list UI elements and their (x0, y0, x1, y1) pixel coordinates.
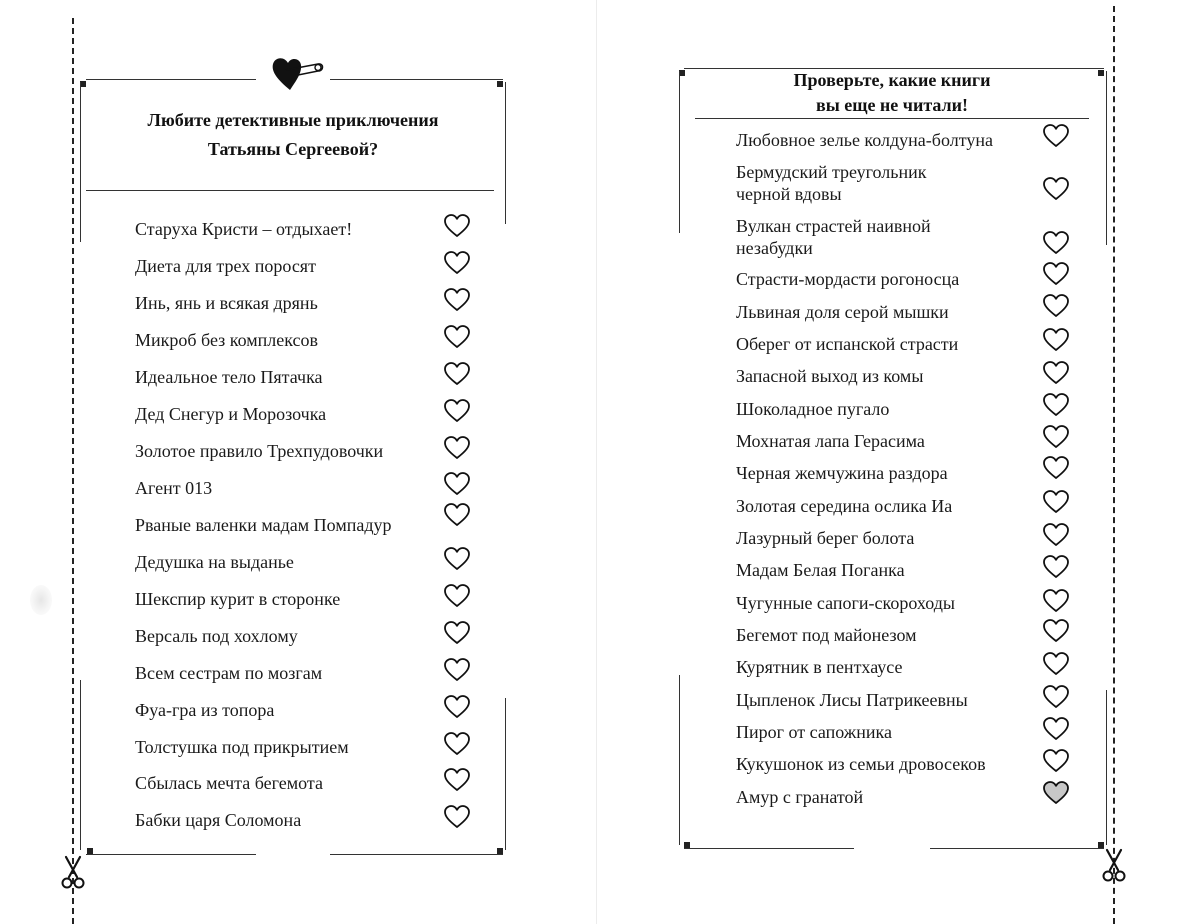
left-heading-line2: Татьяны Сергеевой? (207, 139, 379, 159)
book-title: Диета для трех поросят (135, 256, 316, 276)
book-title: Толстушка под прикрытием (135, 737, 349, 757)
heart-safety-pin-icon (268, 52, 326, 94)
heart-outline-icon[interactable] (1042, 651, 1070, 677)
book-title: Пирог от сапожника (736, 722, 892, 742)
book-title: Черная жемчужина раздора (736, 463, 948, 483)
heart-outline-icon[interactable] (443, 767, 471, 793)
heart-outline-icon[interactable] (1042, 424, 1070, 450)
book-title: Золотая середина ослика Иа (736, 496, 953, 516)
right-heading-line1: Проверьте, какие книги (793, 70, 991, 90)
book-title: Страсти-мордасти рогоносца (736, 269, 960, 289)
book-title: Агент 013 (135, 478, 213, 498)
book-title: Бабки царя Соломона (135, 810, 302, 830)
left-heading (86, 106, 500, 164)
heart-outline-icon[interactable] (1042, 489, 1070, 515)
book-title: Бегемот под майонезом (736, 625, 917, 645)
book-title: Рваные валенки мадам Помпадур (135, 515, 392, 535)
scissors-icon (1101, 848, 1127, 884)
frame-corner (1098, 70, 1104, 76)
book-title: Оберег от испанской страсти (736, 334, 959, 354)
book-title: Вулкан страстей наивной незабудки (736, 216, 931, 258)
frame-left-bottom (679, 675, 680, 845)
frame-top-left (86, 79, 256, 80)
frame-right-bottom (1106, 690, 1107, 845)
heart-outline-icon[interactable] (443, 804, 471, 830)
book-title: Любовное зелье колдуна-болтуна (736, 130, 993, 150)
heart-outline-icon[interactable] (1042, 293, 1070, 319)
frame-bottom-left (684, 848, 854, 849)
book-title: Цыпленок Лисы Патрикеевны (736, 690, 968, 710)
heart-outline-icon[interactable] (1042, 123, 1070, 149)
frame-left-top (679, 71, 680, 233)
heart-outline-icon[interactable] (443, 250, 471, 276)
heart-outline-icon[interactable] (1042, 588, 1070, 614)
frame-corner (497, 81, 503, 87)
frame-left-top (80, 82, 81, 242)
heart-outline-icon[interactable] (443, 435, 471, 461)
heart-outline-icon[interactable] (1042, 230, 1070, 256)
left-heading-line1: Любите детективные приключения (147, 110, 439, 130)
heart-outline-icon[interactable] (1042, 360, 1070, 386)
heart-outline-icon[interactable] (443, 694, 471, 720)
page-spread-divider (596, 0, 597, 924)
frame-bottom-right (330, 854, 503, 855)
heart-outline-icon[interactable] (443, 731, 471, 757)
heart-outline-icon[interactable] (443, 213, 471, 239)
scan-smudge (30, 585, 52, 615)
heart-outline-icon[interactable] (443, 657, 471, 683)
heart-outline-icon[interactable] (1042, 684, 1070, 710)
book-title: Сбылась мечта бегемота (135, 773, 323, 793)
book-title: Шекспир курит в сторонке (135, 589, 341, 609)
heart-outline-icon[interactable] (443, 502, 471, 528)
right-heading (695, 68, 1089, 118)
book-title: Лазурный берег болота (736, 528, 915, 548)
heart-outline-icon[interactable] (1042, 261, 1070, 287)
frame-bottom-left (86, 854, 256, 855)
book-title: Амур с гранатой (736, 787, 864, 807)
heading-divider (695, 118, 1089, 119)
heart-outline-icon[interactable] (1042, 716, 1070, 742)
right-cut-line (1113, 6, 1115, 924)
book-title: Шоколадное пугало (736, 399, 890, 419)
frame-right-top (1106, 71, 1107, 245)
heart-filled-icon[interactable] (1042, 780, 1070, 806)
book-title: Инь, янь и всякая дрянь (135, 293, 318, 313)
book-title: Золотое правило Трехпудовочки (135, 441, 384, 461)
book-title: Мохнатая лапа Герасима (736, 431, 925, 451)
heart-outline-icon[interactable] (1042, 522, 1070, 548)
book-title: Старуха Кристи – отдыхает! (135, 219, 353, 239)
frame-right-bottom (505, 698, 506, 850)
frame-left-bottom (80, 680, 81, 850)
book-title: Кукушонок из семьи дровосеков (736, 754, 986, 774)
book-title: Версаль под хохлому (135, 626, 298, 646)
book-title: Запасной выход из комы (736, 366, 924, 386)
book-title: Дедушка на выданье (135, 552, 294, 572)
book-title: Фуа-гра из топора (135, 700, 275, 720)
frame-corner (684, 842, 690, 848)
book-title: Курятник в пентхаусе (736, 657, 903, 677)
book-title: Дед Снегур и Морозочка (135, 404, 327, 424)
frame-right-top (505, 82, 506, 224)
heading-divider (86, 190, 494, 191)
heart-outline-icon[interactable] (443, 361, 471, 387)
book-title: Всем сестрам по мозгам (135, 663, 323, 683)
heart-outline-icon[interactable] (1042, 392, 1070, 418)
heart-outline-icon[interactable] (443, 620, 471, 646)
heart-outline-icon[interactable] (443, 287, 471, 313)
heart-outline-icon[interactable] (1042, 748, 1070, 774)
frame-corner (1098, 842, 1104, 848)
book-title: Чугунные сапоги-скороходы (736, 593, 955, 613)
book-title: Мадам Белая Поганка (736, 560, 905, 580)
scissors-icon (60, 855, 86, 891)
heart-outline-icon[interactable] (443, 471, 471, 497)
frame-corner (87, 848, 93, 854)
frame-bottom-right (930, 848, 1104, 849)
right-heading-line2: вы еще не читали! (815, 95, 968, 115)
heart-outline-icon[interactable] (443, 398, 471, 424)
left-cut-line (72, 18, 74, 924)
book-title: Микроб без комплексов (135, 330, 319, 350)
book-title: Идеальное тело Пятачка (135, 367, 323, 387)
heart-outline-icon[interactable] (1042, 554, 1070, 580)
heart-outline-icon[interactable] (443, 324, 471, 350)
heart-outline-icon[interactable] (1042, 176, 1070, 202)
frame-top-right (330, 79, 503, 80)
heart-outline-icon[interactable] (1042, 618, 1070, 644)
frame-corner (497, 848, 503, 854)
book-title: Львиная доля серой мышки (736, 302, 949, 322)
heart-outline-icon[interactable] (1042, 327, 1070, 353)
heart-outline-icon[interactable] (443, 546, 471, 572)
book-title: Бермудский треугольник черной вдовы (736, 162, 927, 204)
heart-outline-icon[interactable] (443, 583, 471, 609)
heart-outline-icon[interactable] (1042, 455, 1070, 481)
